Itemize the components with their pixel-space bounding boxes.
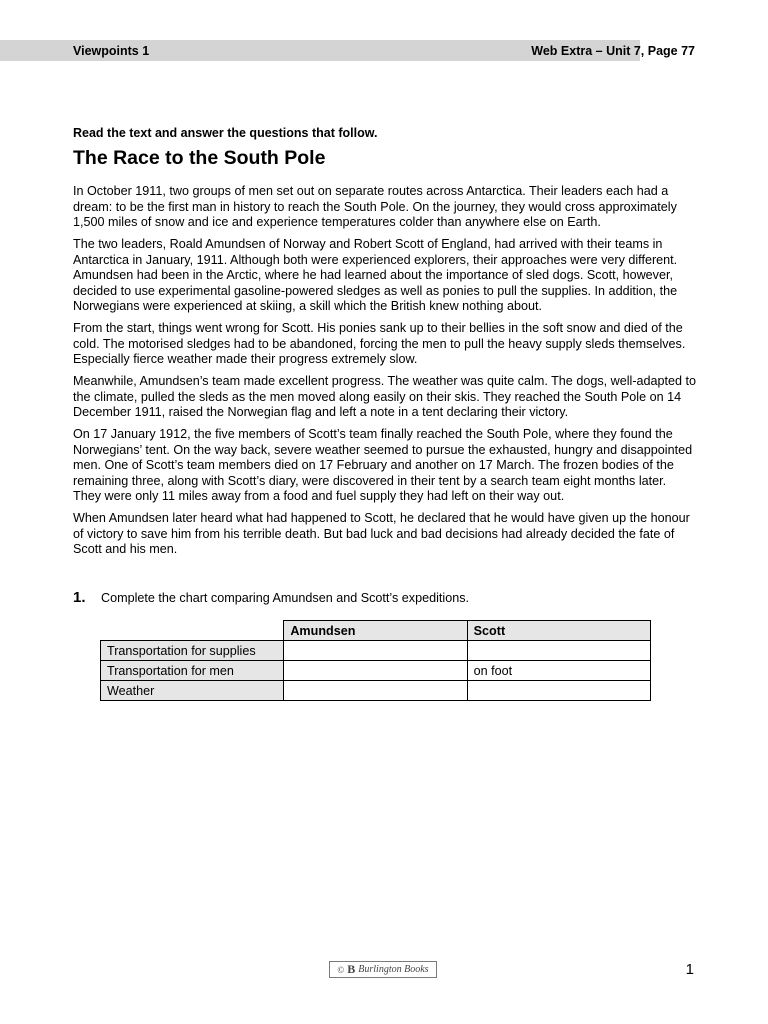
question-number: 1. bbox=[73, 589, 86, 606]
table-header-row bbox=[101, 621, 651, 641]
paragraph: Meanwhile, Amundsen’s team made excellent progress. The weather was quite calm. The dogs, well-adapted to the climate, pulled the sleds as the men moved along easily on their skis. They reached the South Pole on 14 December 1911, raised the Norwegian flag and left a note in a tent declaring their victory. bbox=[73, 374, 697, 419]
table-row bbox=[101, 681, 651, 701]
header-unit-page: Web Extra – Unit 7, Page 77 bbox=[531, 44, 695, 58]
column-header-scott: Scott bbox=[467, 621, 650, 641]
question-text: Complete the chart comparing Amundsen and Scott’s expeditions. bbox=[101, 591, 469, 605]
column-header-amundsen: Amundsen bbox=[284, 621, 467, 641]
answer-cell[interactable] bbox=[284, 641, 467, 661]
page-title: The Race to the South Pole bbox=[73, 147, 326, 169]
copyright-symbol: © bbox=[337, 964, 345, 975]
header-book-title: Viewpoints 1 bbox=[73, 44, 150, 58]
row-label: Transportation for men bbox=[101, 661, 284, 681]
comparison-chart bbox=[100, 620, 651, 701]
instruction: Read the text and answer the questions that follow. bbox=[73, 126, 378, 140]
publisher-mark-icon: B bbox=[347, 962, 356, 976]
table-row bbox=[101, 661, 651, 681]
row-label: Transportation for supplies bbox=[101, 641, 284, 661]
answer-cell[interactable] bbox=[467, 641, 650, 661]
paragraph: When Amundsen later heard what had happened to Scott, he declared that he would have given up the honour of victory to save him from his terrible death. But bad luck and bad decisions had already decided the fate of Scott and his men. bbox=[73, 511, 690, 556]
answer-cell[interactable] bbox=[284, 681, 467, 701]
publisher-logo bbox=[329, 961, 437, 978]
paragraph: In October 1911, two groups of men set out on separate routes across Antarctica. Their leaders each had a dream: to be the first man in history to reach the South Pole. On the journey, they would cross approximately 1,500 miles of snow and ice and experience temperatures colder than anywhere else on Earth. bbox=[73, 184, 677, 229]
paragraph: On 17 January 1912, the five members of Scott’s team finally reached the South Pole, where they found the Norwegians’ tent. On the way back, severe weather seemed to pursue the exhausted, hungry and disappointed men. One of Scott’s team members died on 17 February and another on 17 March. The frozen bodies of the remaining three, along with Scott’s diary, were discovered in their tent by a search team eight months later. They were only 11 miles away from a food and fuel supply they had left on their way out. bbox=[73, 427, 693, 503]
paragraph: From the start, things went wrong for Scott. His ponies sank up to their bellies in the soft snow and died of the cold. The motorised sledges had to be abandoned, forcing the men to pull the heavy supply sleds themselves. Especially fierce weather made their progress extremely slow. bbox=[73, 321, 686, 366]
publisher-name: Burlington Books bbox=[358, 964, 429, 975]
page-number: 1 bbox=[685, 961, 694, 978]
answer-cell[interactable] bbox=[467, 681, 650, 701]
paragraph: The two leaders, Roald Amundsen of Norway and Robert Scott of England, had arrived with their teams in Antarctica in January, 1911. Although both were experienced explorers, their approaches were very different. Amundsen had been in the Arctic, where he had learned about the importance of sled dogs. Scott, however, decided to use experimental gasoline-powered sledges as well as ponies to pull the supplies. In addition, the Norwegians were experienced at skiing, a skill which the British knew nothing about. bbox=[73, 237, 678, 313]
answer-cell[interactable] bbox=[284, 661, 467, 681]
table-row bbox=[101, 641, 651, 661]
row-label: Weather bbox=[101, 681, 284, 701]
table-corner-cell bbox=[101, 621, 284, 641]
answer-cell[interactable]: on foot bbox=[467, 661, 650, 681]
reading-text bbox=[73, 184, 697, 564]
